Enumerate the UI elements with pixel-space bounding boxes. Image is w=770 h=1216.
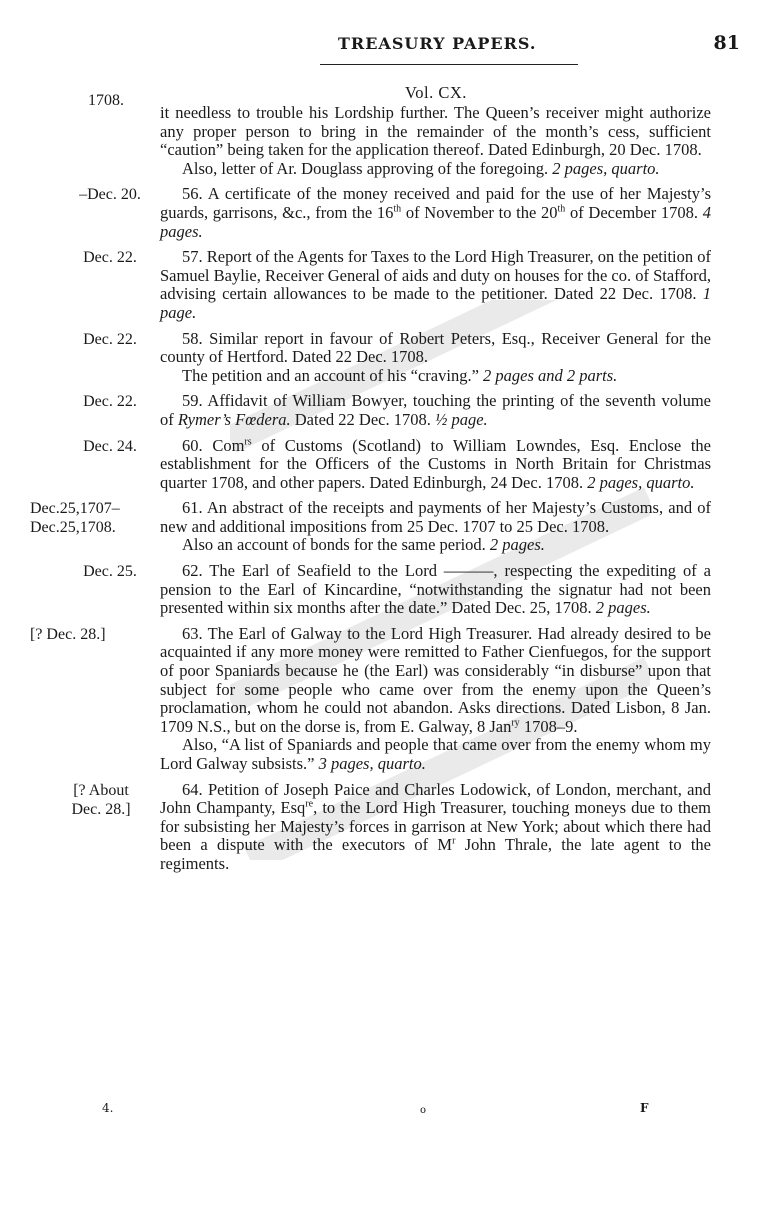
entry-subtext: Also an account of bonds for the same period. 2 pages. — [182, 535, 545, 555]
entry-text: 58. Similar report in favour of Robert Peters, Esq., Receiver General for the county of Hertford. Dated 22 Dec. 1708. — [160, 328, 711, 367]
entry-63 — [0, 625, 770, 774]
entry-64 — [0, 781, 770, 874]
entry-text: 56. A certificate of the money received and paid for the use of her Majesty’s guards, garrisons, &c., from the 16th of November to the 20th of December 1708. 4 pages. — [160, 184, 711, 241]
entry-text: 57. Report of the Agents for Taxes to the Lord High Treasurer, on the petition of Samuel Baylie, Receiver General of aids and duty on houses for the co. of Stafford, advising certain allowances to be made to the petitioner. Dated 22 Dec. 1708. 1 page. — [160, 247, 711, 322]
entry-61 — [0, 499, 770, 555]
entry-text: 61. An abstract of the receipts and payments of her Majesty’s Customs, and of new and additional impositions from 25 Dec. 1707 to 25 Dec. 1708. — [160, 498, 711, 536]
entry-58 — [0, 330, 770, 386]
page-number: 81 — [713, 32, 740, 54]
entry-56 — [0, 185, 770, 241]
margin-date: Dec. 22. — [83, 330, 137, 348]
page-header — [300, 34, 740, 64]
continuation-entry — [0, 104, 770, 178]
margin-year: 1708. — [88, 92, 124, 109]
entry-57 — [0, 248, 770, 322]
center-mark: o — [420, 1105, 427, 1116]
margin-date: Dec. 24. — [83, 437, 137, 455]
header-rule — [320, 64, 578, 65]
margin-date: Dec. 25. — [83, 563, 137, 581]
entry-text: 64. Petition of Joseph Paice and Charles Lodowick, of London, merchant, and John Champanty, Esq$^{re}$, to the Lord High Treasurer, touching moneys due to them for subsisting her Majesty’s forces in garrison at New York; about which there had been a dispute with the executors of $M^r$ John Thrale, the late agent to the regiments. — [160, 779, 712, 873]
volume-line — [0, 83, 770, 109]
entry-text: 60. Com$^{rs}$ of Customs (Scotland) to William Lowndes, Esq. Enclose the establishment for the Officers of the Customs in North Britain for Christmas quarter 1708, and other papers. Dated Edinburgh, 24 Dec. 1708. 2 pages, quarto. — [160, 435, 711, 492]
entry-subtext: Also, “A list of Spaniards and people that came over from the enemy whom my Lord Galway subsists.” 3 pages, quarto. — [160, 735, 711, 773]
margin-date: [? Dec. 28.] — [30, 625, 106, 643]
margin-date: Dec.25,1707– Dec.25,1708. — [30, 500, 120, 537]
entry-62 — [0, 562, 770, 618]
signature-mark: 4. — [102, 1101, 114, 1115]
continuation-text: it needless to trouble his Lordship further. The Queen’s receiver might authorize any proper person to bring in the remainder of the month’s cess, sufficient “caution” being taken for the application thereof. Dated Edinburgh, 20 Dec. 1708. — [160, 103, 711, 160]
running-title: TREASURY PAPERS. — [338, 34, 537, 53]
entry-60 — [0, 437, 770, 493]
signature-letter: F — [640, 1101, 649, 1115]
entry-subtext: The petition and an account of his “craving.” 2 pages and 2 parts. — [182, 365, 618, 385]
continuation-also: Also, letter of Ar. Douglass approving of the foregoing. 2 pages, quarto. — [182, 158, 660, 178]
margin-date: –Dec. 20. — [79, 186, 141, 204]
entry-59 — [0, 392, 770, 429]
margin-date: Dec. 22. — [83, 249, 137, 267]
margin-date: [? About Dec. 28.] — [71, 781, 131, 818]
page-footer — [0, 1101, 770, 1121]
volume-heading: Vol. CX. — [405, 83, 467, 102]
entry-text: 63. The Earl of Galway to the Lord High Treasurer. Had already desired to be acquainted if any more money were remitted to Father Cienfuegos, for the support of poor Spaniards because he (the Earl) was considerably “in disburse” upon that subject for some people who came over from the enemy upon the Queen’s proclamation, whom he could not abandon. Asks directions. Dated Lisbon, 8 Jan. 1709 N.S., but on the dorse is, from E. Galway, 8 Jan$^{ry}$ 1708–9. — [160, 623, 711, 736]
page-body — [0, 84, 770, 874]
margin-date: Dec. 22. — [83, 393, 137, 411]
entry-text: 59. Affidavit of William Bowyer, touching the printing of the seventh volume of Rymer’s Fœdera. Dated 22 Dec. 1708. ½ page. — [160, 391, 711, 429]
entry-text: 62. The Earl of Seafield to the Lord ———, respecting the expediting of a pension to the Earl of Kincardine, “notwithstanding the signatur had not been presented within six months after the date.” Dated Dec. 25, 1708. 2 pages. — [160, 561, 711, 618]
